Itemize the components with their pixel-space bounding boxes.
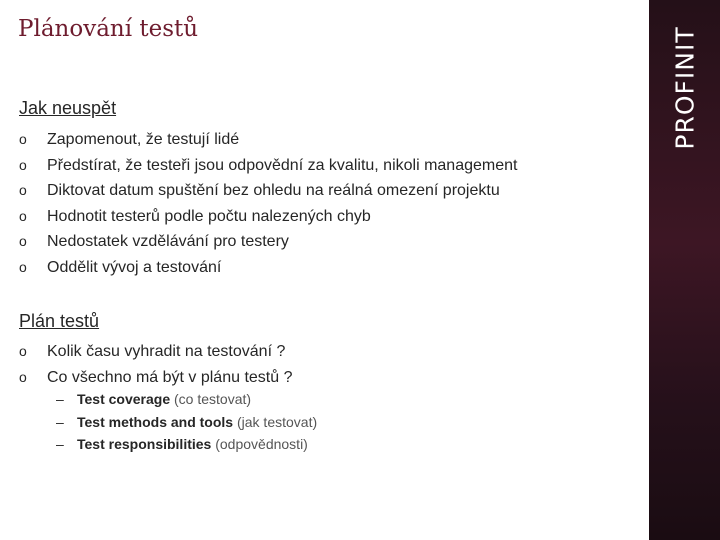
sublist-item-note: (odpovědnosti) — [215, 436, 308, 452]
failure-list — [19, 127, 517, 281]
list-item — [19, 255, 517, 281]
bullet-circle-icon: o — [19, 182, 27, 199]
profinit-logo — [649, 0, 720, 160]
list-item — [19, 127, 517, 153]
slide-title: Plánování testů — [18, 16, 199, 42]
sublist-item-term: Test responsibilities — [77, 436, 212, 452]
list-item-text: Oddělit vývoj a testování — [47, 258, 222, 276]
list-item — [19, 339, 292, 365]
dash-bullet-icon: – — [56, 391, 64, 407]
brand-name: PROFINIT — [670, 26, 700, 150]
list-item-text: Kolik času vyhradit na testování ? — [47, 343, 286, 360]
sublist-item-term: Test coverage — [77, 391, 171, 407]
sublist-item — [56, 388, 317, 411]
test-plan-list — [19, 339, 292, 390]
sublist-item-note: (co testovat) — [174, 391, 252, 407]
list-item — [19, 365, 292, 391]
section-heading-plan-testu: Plán testů — [19, 311, 100, 331]
list-item — [19, 204, 517, 230]
test-plan-sublist — [56, 388, 317, 456]
sublist-item — [56, 433, 317, 456]
bullet-circle-icon: o — [19, 207, 27, 224]
bullet-circle-icon: o — [19, 258, 27, 275]
sublist-item-term: Test methods and tools — [77, 413, 234, 430]
list-item-text: Zapomenout, že testují lidé — [47, 131, 240, 148]
list-item-text: Co všechno má být v plánu testů ? — [47, 368, 293, 386]
list-item — [19, 229, 517, 255]
list-item-text: Nedostatek vzdělávání pro testery — [47, 233, 289, 251]
bullet-circle-icon: o — [19, 343, 27, 359]
bullet-circle-icon: o — [19, 368, 27, 385]
section-heading-jak-neuspet: Jak neuspět — [19, 98, 117, 118]
list-item-text: Hodnotit testerů podle počtu nalezených chyb — [47, 207, 371, 225]
bullet-circle-icon: o — [19, 233, 27, 250]
list-item — [19, 153, 517, 179]
list-item-text: Diktovat datum spuštění bez ohledu na reálná omezení projektu — [47, 182, 500, 200]
list-item-text: Předstírat, že testeři jsou odpovědní za kvalitu, nikoli management — [47, 156, 518, 174]
sublist-item — [56, 411, 317, 434]
bullet-circle-icon: o — [19, 156, 27, 173]
sublist-item-note: (jak testovat) — [236, 413, 318, 430]
brand-sidebar — [649, 0, 720, 540]
dash-bullet-icon: – — [56, 413, 64, 430]
dash-bullet-icon: – — [56, 436, 64, 452]
bullet-circle-icon: o — [19, 131, 27, 147]
list-item — [19, 178, 517, 204]
